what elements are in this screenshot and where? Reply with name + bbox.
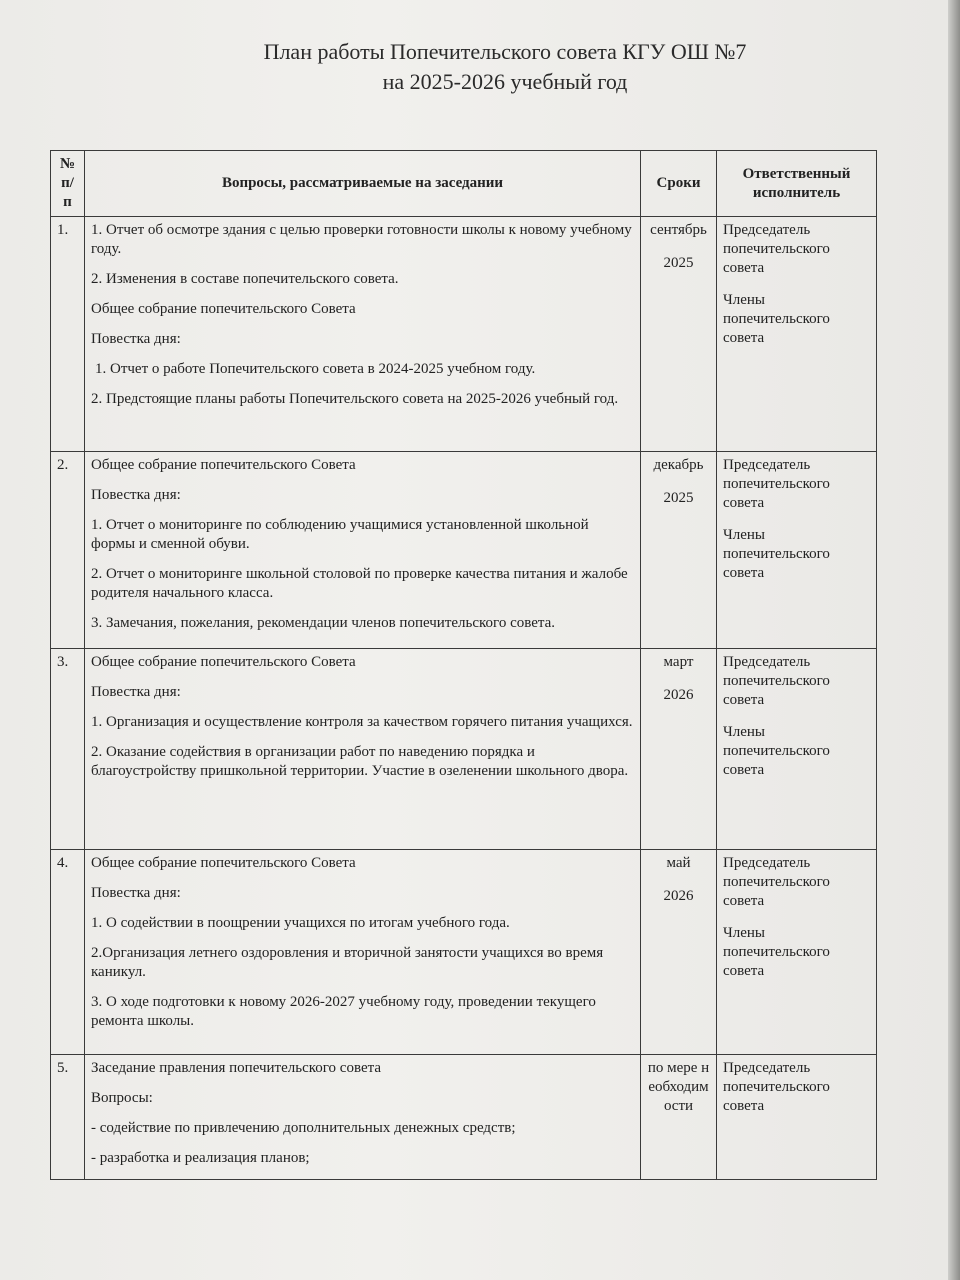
- question-line: 1. О содействии в поощрении учащихся по итогам учебного года.: [91, 915, 510, 931]
- row-responsible: [717, 649, 877, 850]
- responsible-chair: Председатель попечительского совета: [723, 1060, 830, 1114]
- row-questions: [85, 217, 641, 452]
- row-term: [641, 850, 717, 1055]
- question-line: Повестка дня:: [91, 885, 181, 901]
- header-num: № п/п: [51, 151, 85, 217]
- row-responsible: [717, 452, 877, 649]
- question-line: 2. Предстоящие планы работы Попечительского совета на 2025-2026 учебный год.: [91, 391, 619, 407]
- responsible-chair: Председатель попечительского совета: [723, 855, 830, 909]
- row-questions: [85, 1055, 641, 1180]
- question-line: 2.Организация летнего оздоровления и вторичной занятости учащихся во время каникул.: [91, 945, 604, 980]
- term-month: декабрь: [653, 457, 704, 473]
- question-line: 1. Отчет о работе Попечительского совета в 2024-2025 учебном году.: [95, 361, 536, 377]
- term-month: март: [663, 654, 694, 670]
- question-line: Заседание правления попечительского совета: [91, 1060, 382, 1076]
- term-year: 2026: [663, 687, 694, 703]
- row-term: [641, 217, 717, 452]
- row-number: 2.: [51, 452, 85, 649]
- responsible-members: Члены попечительского совета: [723, 925, 830, 979]
- term-month: май: [666, 855, 691, 871]
- question-line: 1. Организация и осуществление контроля за качеством горячего питания учащихся.: [91, 714, 633, 730]
- row-questions: [85, 649, 641, 850]
- row-term: [641, 452, 717, 649]
- responsible-members: Члены попечительского совета: [723, 527, 830, 581]
- table-row: [51, 850, 877, 1055]
- row-number: 1.: [51, 217, 85, 452]
- responsible-chair: Председатель попечительского совета: [723, 457, 830, 511]
- row-number: 3.: [51, 649, 85, 850]
- row-responsible: [717, 850, 877, 1055]
- term-year: 2025: [663, 255, 694, 271]
- term-month: по мере необходимости: [647, 1060, 710, 1114]
- term-year: 2026: [663, 888, 694, 904]
- question-line: Общее собрание попечительского Совета: [91, 855, 356, 871]
- row-questions: [85, 850, 641, 1055]
- responsible-members: Члены попечительского совета: [723, 724, 830, 778]
- question-line: 2. Оказание содействия в организации работ по наведению порядка и благоустройству пришкольной территории. Участие в озеленении школьного двора.: [91, 744, 629, 779]
- question-line: - разработка и реализация планов;: [91, 1150, 310, 1166]
- row-responsible: [717, 1055, 877, 1180]
- question-line: Повестка дня:: [91, 684, 181, 700]
- question-line: 3. Замечания, пожелания, рекомендации членов попечительского совета.: [91, 615, 556, 631]
- question-line: 1. Отчет об осмотре здания с целью проверки готовности школы к новому учебному году.: [91, 222, 632, 257]
- responsible-members: Члены попечительского совета: [723, 292, 830, 346]
- term-month: сентябрь: [650, 222, 707, 238]
- header-term: Сроки: [641, 151, 717, 217]
- question-line: Общее собрание попечительского Совета: [91, 457, 356, 473]
- question-line: 2. Изменения в составе попечительского совета.: [91, 271, 399, 287]
- table-header-row: [51, 151, 877, 217]
- table-row: [51, 649, 877, 850]
- term-year: 2025: [663, 490, 694, 506]
- question-line: Общее собрание попечительского Совета: [91, 301, 356, 317]
- row-number: 4.: [51, 850, 85, 1055]
- question-line: 3. О ходе подготовки к новому 2026-2027 учебному году, проведении текущего ремонта школы.: [91, 994, 596, 1029]
- header-responsible: Ответственный исполнитель: [717, 151, 877, 217]
- responsible-chair: Председатель попечительского совета: [723, 654, 830, 708]
- document-title-line-1: План работы Попечительского совета КГУ ОШ №7: [263, 39, 747, 64]
- document-title-line-2: на 2025-2026 учебный год: [382, 69, 628, 94]
- question-line: Повестка дня:: [91, 487, 181, 503]
- table-row: [51, 217, 877, 452]
- question-line: Общее собрание попечительского Совета: [91, 654, 356, 670]
- question-line: Вопросы:: [91, 1090, 153, 1106]
- question-line: 1. Отчет о мониторинге по соблюдению учащимися установленной школьной формы и сменной обуви.: [91, 517, 589, 552]
- page-edge-shadow: [948, 0, 960, 1280]
- row-term: [641, 649, 717, 850]
- row-number: 5.: [51, 1055, 85, 1180]
- table-row: [51, 452, 877, 649]
- plan-table: [50, 150, 877, 1180]
- question-line: 2. Отчет о мониторинге школьной столовой по проверке качества питания и жалобе родителя начального класса.: [91, 566, 628, 601]
- question-line: Повестка дня:: [91, 331, 181, 347]
- table-row: [51, 1055, 877, 1180]
- row-term: [641, 1055, 717, 1180]
- question-line: - содействие по привлечению дополнительных денежных средств;: [91, 1120, 516, 1136]
- row-responsible: [717, 217, 877, 452]
- row-questions: [85, 452, 641, 649]
- header-questions: Вопросы, рассматриваемые на заседании: [85, 151, 641, 217]
- responsible-chair: Председатель попечительского совета: [723, 222, 830, 276]
